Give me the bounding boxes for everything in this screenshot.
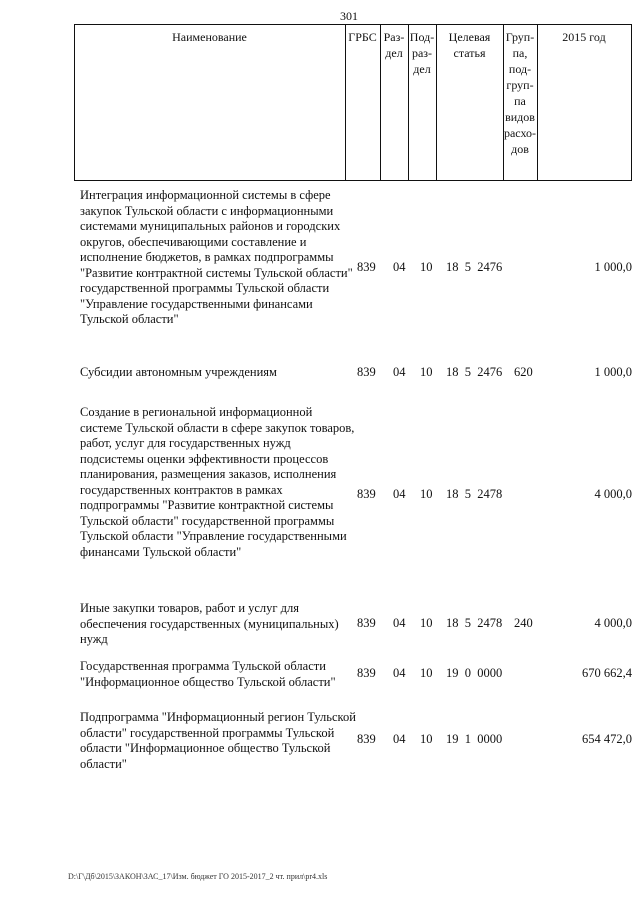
- row-grbs: 839: [357, 365, 376, 379]
- row-amount: 670 662,4: [582, 666, 632, 680]
- row-target-article: 19 0 0000: [446, 666, 503, 680]
- row-amount: 4 000,0: [594, 487, 632, 501]
- row-name: Создание в региональной информационной системе Тульской области в сфере закупок товаров, работ, услуг для государственных нужд подсистемы оценки эффективности процессов планирования, размещения заказов, исполнения государственных контрактов в рамках подпрограммы "Развитие контрактной системы Тульской области" государственной программы Тульской области "Управление государственными финансами Тульской области": [80, 405, 355, 559]
- row-name: Подпрограмма "Информационный регион Тульской области" государственной программы Тульской области "Информационное общество Тульской области": [80, 710, 356, 771]
- row-razdel: 04: [393, 365, 406, 379]
- row-grbs: 839: [357, 732, 376, 746]
- row-target-article: 18 5 2476: [446, 365, 503, 379]
- row-amount: 1 000,0: [594, 260, 632, 274]
- row-amount: 1 000,0: [594, 365, 632, 379]
- header-top-border: [74, 24, 632, 25]
- row-podrazdel: 10: [420, 616, 433, 630]
- row-podrazdel: 10: [420, 260, 433, 274]
- row-expense-group: 240: [514, 616, 533, 630]
- row-target-article: 19 1 0000: [446, 732, 503, 746]
- row-target-article: 18 5 2476: [446, 260, 503, 274]
- column-divider: [631, 24, 632, 181]
- row-razdel: 04: [393, 487, 406, 501]
- row-razdel: 04: [393, 732, 406, 746]
- header-bottom-border: [74, 180, 632, 181]
- row-podrazdel: 10: [420, 666, 433, 680]
- column-divider: [345, 24, 346, 181]
- row-razdel: 04: [393, 616, 406, 630]
- row-name: Субсидии автономным учреждениям: [80, 365, 277, 379]
- column-divider: [537, 24, 538, 181]
- header-podrazdel: Под- раз- дел: [409, 30, 435, 76]
- row-grbs: 839: [357, 666, 376, 680]
- row-expense-group: 620: [514, 365, 533, 379]
- row-target-article: 18 5 2478: [446, 487, 503, 501]
- row-amount: 4 000,0: [594, 616, 632, 630]
- column-divider: [74, 24, 75, 181]
- row-podrazdel: 10: [420, 732, 433, 746]
- header-year: 2015 год: [562, 30, 606, 44]
- row-grbs: 839: [357, 487, 376, 501]
- header-name: Наименование: [172, 30, 247, 44]
- file-path-footer: D:\Г\Дб\2015\ЗАКОН\ЗАС_17\Изм. бюджет ГО 2015-2017_2 чт. прил\pr4.xls: [68, 872, 328, 881]
- row-razdel: 04: [393, 260, 406, 274]
- row-amount: 654 472,0: [582, 732, 632, 746]
- row-podrazdel: 10: [420, 365, 433, 379]
- row-target-article: 18 5 2478: [446, 616, 503, 630]
- header-target-article: Целевая статья: [448, 30, 491, 60]
- page-number: 301: [340, 9, 358, 23]
- row-grbs: 839: [357, 260, 376, 274]
- table-header: [74, 24, 632, 181]
- header-expense-group: Груп- па, под- груп- па видов расхо- дов: [503, 30, 537, 156]
- header-grbs: ГРБС: [348, 30, 377, 44]
- header-razdel: Раз- дел: [383, 30, 405, 60]
- row-grbs: 839: [357, 616, 376, 630]
- row-name: Государственная программа Тульской области "Информационное общество Тульской области": [80, 659, 336, 689]
- row-podrazdel: 10: [420, 487, 433, 501]
- row-razdel: 04: [393, 666, 406, 680]
- row-name: Иные закупки товаров, работ и услуг для обеспечения государственных (муниципальных) нужд: [80, 601, 339, 646]
- row-name: Интеграция информационной системы в сфере закупок Тульской области с информационными системами муниципальных районов и городских округов, обеспечивающими составление и исполнение бюджетов, в рамках подпрограммы "Развитие контрактной системы Тульской области" государственной программы Тульской области "Управление государственными финансами Тульской области": [80, 188, 353, 326]
